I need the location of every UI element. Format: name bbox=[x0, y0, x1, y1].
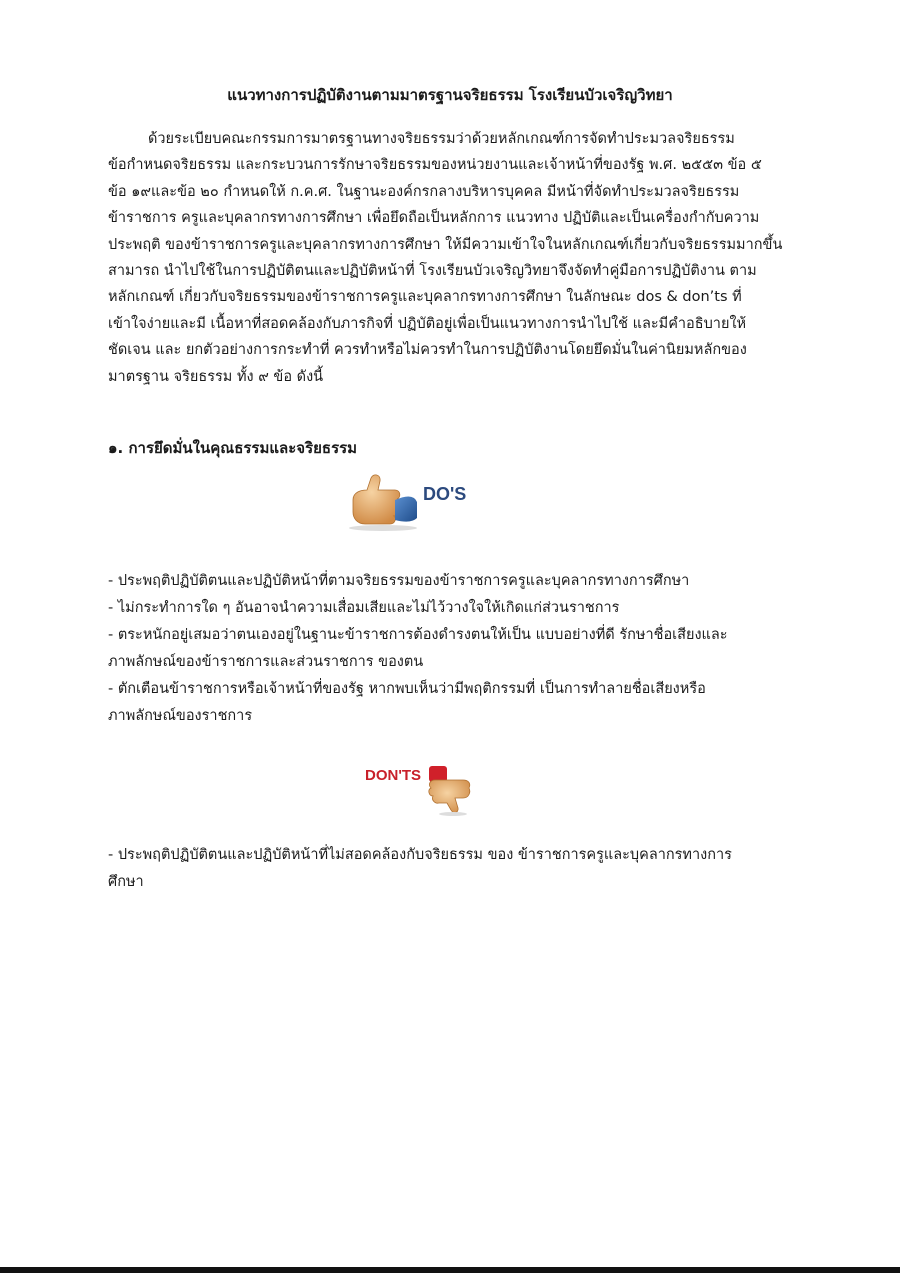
donts-label: DON'TS bbox=[365, 767, 422, 784]
intro-line: หลักเกณฑ์ เกี่ยวกับจริยธรรมของข้าราชการครูและบุคลากรทางการศึกษา ในลักษณะ dos & don’ts ที่ bbox=[108, 289, 742, 306]
section-heading: ๑. การยึดมั่นในคุณธรรมและจริยธรรม bbox=[108, 439, 358, 457]
intro-line: สามารถ นำไปใช้ในการปฏิบัติตนและปฏิบัติหน้าที่ โรงเรียนบัวเจริญวิทยาจึงจัดทำคู่มือการปฏิบัติงาน ตาม bbox=[108, 263, 757, 280]
page-title: แนวทางการปฏิบัติงานตามมาตรฐานจริยธรรม โรงเรียนบัวเจริญวิทยา bbox=[227, 86, 673, 104]
bottom-edge-bar bbox=[0, 1267, 900, 1273]
intro-line: ชัดเจน และ ยกตัวอย่างการกระทำที่ ควรทำหรือไม่ควรทำในการปฏิบัติงานโดยยึดมั่นในค่านิยมหลักของ bbox=[108, 342, 747, 359]
list-item-line: ภาพลักษณ์ของข้าราชการและส่วนราชการ ของตน bbox=[108, 654, 424, 670]
list-item bbox=[108, 676, 808, 730]
list-item-line: - ไม่กระทำการใด ๆ อันอาจนำความเสื่อมเสียและไม่ไว้วางใจให้เกิดแก่ส่วนราชการ bbox=[108, 600, 620, 616]
intro-line: ประพฤติ ของข้าราชการครูและบุคลากรทางการศึกษา ให้มีความเข้าใจในหลักเกณฑ์เกี่ยวกับจริยธรรมมากขึ้น bbox=[108, 236, 783, 253]
list-item-line: ศึกษา bbox=[108, 874, 144, 890]
intro-line: เข้าใจง่ายและมี เนื้อหาที่สอดคล้องกับภารกิจที่ ปฏิบัติอยู่เพื่อเป็นแนวทางการนำไปใช้ และมีคำอธิบายให้ bbox=[108, 315, 747, 332]
list-item bbox=[108, 622, 808, 676]
thumbs-down-donts-icon bbox=[365, 758, 475, 816]
intro-line: มาตรฐาน จริยธรรม ทั้ง ๙ ข้อ ดังนี้ bbox=[108, 368, 324, 385]
list-item bbox=[108, 568, 808, 595]
intro-line: ด้วยระเบียบคณะกรรมการมาตรฐานทางจริยธรรมว่าด้วยหลักเกณฑ์การจัดทำประมวลจริยธรรม bbox=[148, 131, 735, 147]
donts-list bbox=[108, 842, 808, 896]
intro-line: ข้อ ๑๙และข้อ ๒๐ กำหนดให้ ก.ค.ศ. ในฐานะองค์กรกลางบริหารบุคคล มีหน้าที่จัดทำประมวลจริยธรรม bbox=[108, 183, 740, 200]
list-item-line: - ประพฤติปฏิบัติตนและปฏิบัติหน้าที่ตามจริยธรรมของข้าราชการครูและบุคลากรทางการศึกษา bbox=[108, 573, 690, 589]
dos-list bbox=[108, 568, 808, 730]
intro-paragraph bbox=[108, 126, 798, 390]
list-item bbox=[108, 842, 808, 896]
list-item-line: ภาพลักษณ์ของราชการ bbox=[108, 708, 253, 724]
intro-line: ข้อกำหนดจริยธรรม และกระบวนการรักษาจริยธรรมของหน่วยงานและเจ้าหน้าที่ของรัฐ พ.ศ. ๒๕๕๓ ข้อ ๕ bbox=[108, 157, 762, 174]
list-item-line: - ประพฤติปฏิบัติตนและปฏิบัติหน้าที่ไม่สอดคล้องกับจริยธรรม ของ ข้าราชการครูและบุคลากรทางการ bbox=[108, 847, 732, 863]
intro-line: ข้าราชการ ครูและบุคลากรทางการศึกษา เพื่อยึดถือเป็นหลักการ แนวทาง ปฏิบัติและเป็นเครื่องกำกับความ bbox=[108, 210, 760, 227]
thumbs-up-dos-icon bbox=[343, 470, 473, 532]
dos-label: DO'S bbox=[423, 484, 467, 504]
list-item-line: - ตักเตือนข้าราชการหรือเจ้าหน้าที่ของรัฐ หากพบเห็นว่ามีพฤติกรรมที่ เป็นการทำลายชื่อเสียงหรือ bbox=[108, 681, 706, 697]
list-item-line: - ตระหนักอยู่เสมอว่าตนเองอยู่ในฐานะข้าราชการต้องดำรงตนให้เป็น แบบอย่างที่ดี รักษาชื่อเสียงและ bbox=[108, 627, 728, 643]
list-item bbox=[108, 595, 808, 622]
